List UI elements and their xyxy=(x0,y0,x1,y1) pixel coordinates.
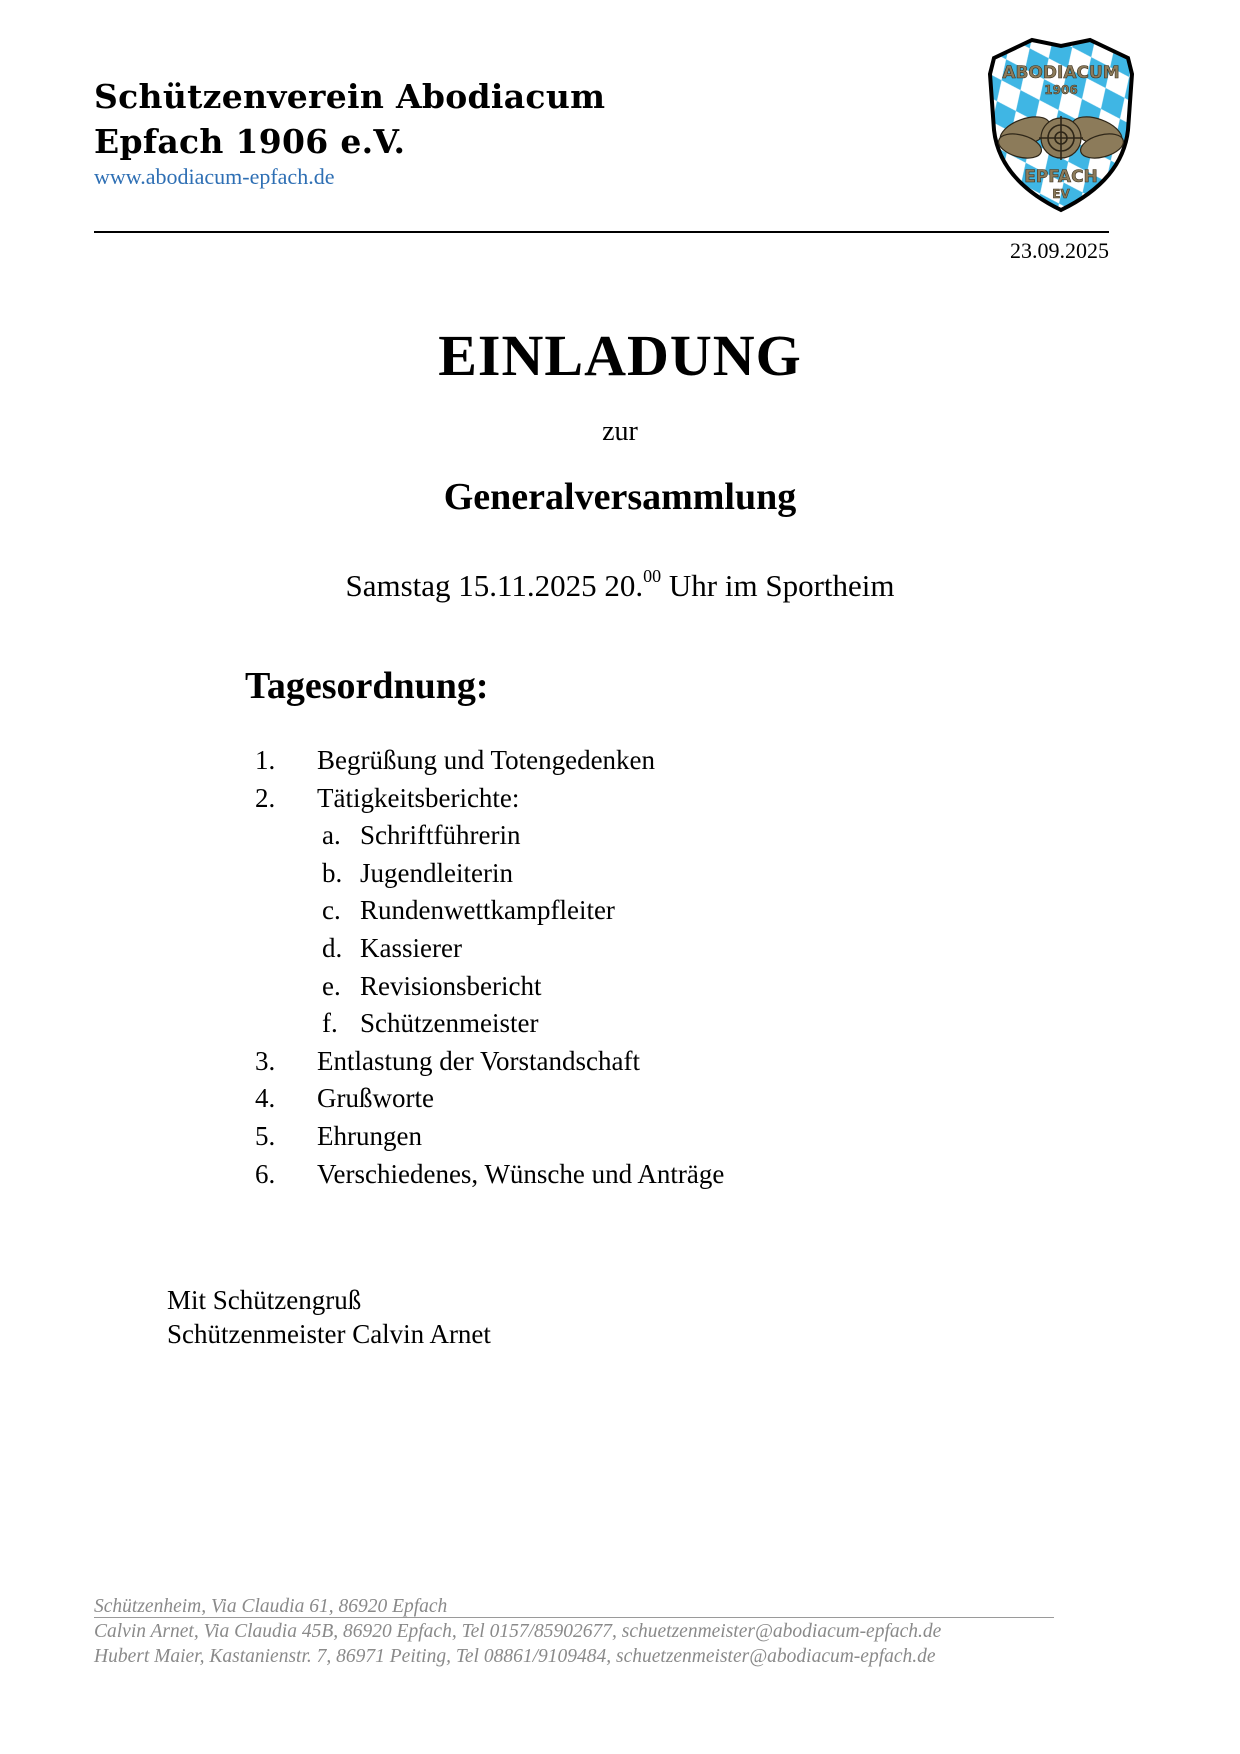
footer-venue-address: Schützenheim, Via Claudia 61, 86920 Epfach xyxy=(94,1596,448,1617)
footer-contact-2: Hubert Maier, Kastanienstr. 7, 86971 Peiting, Tel 08861/9109484, schuetzenmeister@abodiacum-epfach.de xyxy=(94,1646,936,1667)
footer xyxy=(94,1594,941,1669)
event-time-minutes: 00 xyxy=(643,566,662,586)
agenda-subitem-text: Rundenwettkampfleiter xyxy=(360,895,615,926)
agenda-subitem-text: Kassierer xyxy=(360,932,462,963)
agenda-subitem-text: Schriftführerin xyxy=(360,820,521,851)
agenda-item-number: 5. xyxy=(255,1120,276,1151)
header-divider xyxy=(94,231,1109,233)
club-logo xyxy=(980,34,1142,214)
agenda-subitem-letter: a. xyxy=(322,820,341,851)
agenda-subitem-text: Revisionsbericht xyxy=(360,970,542,1001)
event-location: Uhr im Sportheim xyxy=(661,568,895,603)
page-title: EINLADUNG xyxy=(438,323,802,388)
closing-block xyxy=(167,1283,491,1351)
closing-greeting: Mit Schützengruß xyxy=(167,1285,362,1315)
club-name-line1: Schützenverein Abodiacum xyxy=(94,77,606,116)
shield-crest-icon xyxy=(980,34,1142,214)
agenda-subitem-letter: d. xyxy=(322,932,343,963)
agenda-item-number: 6. xyxy=(255,1158,276,1189)
subtitle: Generalversammlung xyxy=(443,476,797,518)
agenda-item-text: Grußworte xyxy=(317,1083,434,1114)
agenda-item-text: Tätigkeitsberichte: xyxy=(317,782,520,813)
agenda-item-number: 3. xyxy=(255,1045,276,1076)
agenda-item-number: 4. xyxy=(255,1083,276,1114)
closing-signature: Schützenmeister Calvin Arnet xyxy=(167,1319,491,1349)
agenda-item-text: Begrüßung und Totengedenken xyxy=(317,745,656,775)
svg-text:EV: EV xyxy=(1052,187,1070,201)
event-details xyxy=(0,568,1240,604)
agenda-subitem-letter: e. xyxy=(322,970,341,1001)
agenda-subitem-text: Jugendleiterin xyxy=(360,857,513,888)
agenda-subitem-text: Schützenmeister xyxy=(360,1008,539,1039)
agenda-item-text: Verschiedenes, Wünsche und Anträge xyxy=(317,1158,725,1189)
club-name xyxy=(94,74,605,164)
svg-text:1906: 1906 xyxy=(1044,83,1078,97)
agenda-item-text: Ehrungen xyxy=(317,1120,422,1151)
subtitle-connector: zur xyxy=(602,416,638,447)
agenda-item-number: 2. xyxy=(255,782,276,813)
document-date: 23.09.2025 xyxy=(1010,238,1109,263)
website-link[interactable]: www.abodiacum-epfach.de xyxy=(94,164,335,189)
agenda-title: Tagesordnung: xyxy=(245,665,489,707)
agenda-subitem-letter: b. xyxy=(322,857,343,888)
agenda-subitem-letter: f. xyxy=(322,1008,338,1039)
agenda-item-text: Entlastung der Vorstandschaft xyxy=(317,1045,640,1076)
svg-text:ABODIACUM: ABODIACUM xyxy=(1002,63,1120,83)
club-name-line2: Epfach 1906 e.V. xyxy=(94,122,406,161)
agenda-item-number: 1. xyxy=(255,745,276,775)
svg-text:EPFACH: EPFACH xyxy=(1024,167,1098,187)
event-date-time: Samstag 15.11.2025 20. xyxy=(345,568,644,603)
agenda-subitem-letter: c. xyxy=(322,895,341,926)
footer-contact-1: Calvin Arnet, Via Claudia 45B, 86920 Epfach, Tel 0157/85902677, schuetzenmeister@abodiacum-epfach.de xyxy=(94,1621,942,1642)
